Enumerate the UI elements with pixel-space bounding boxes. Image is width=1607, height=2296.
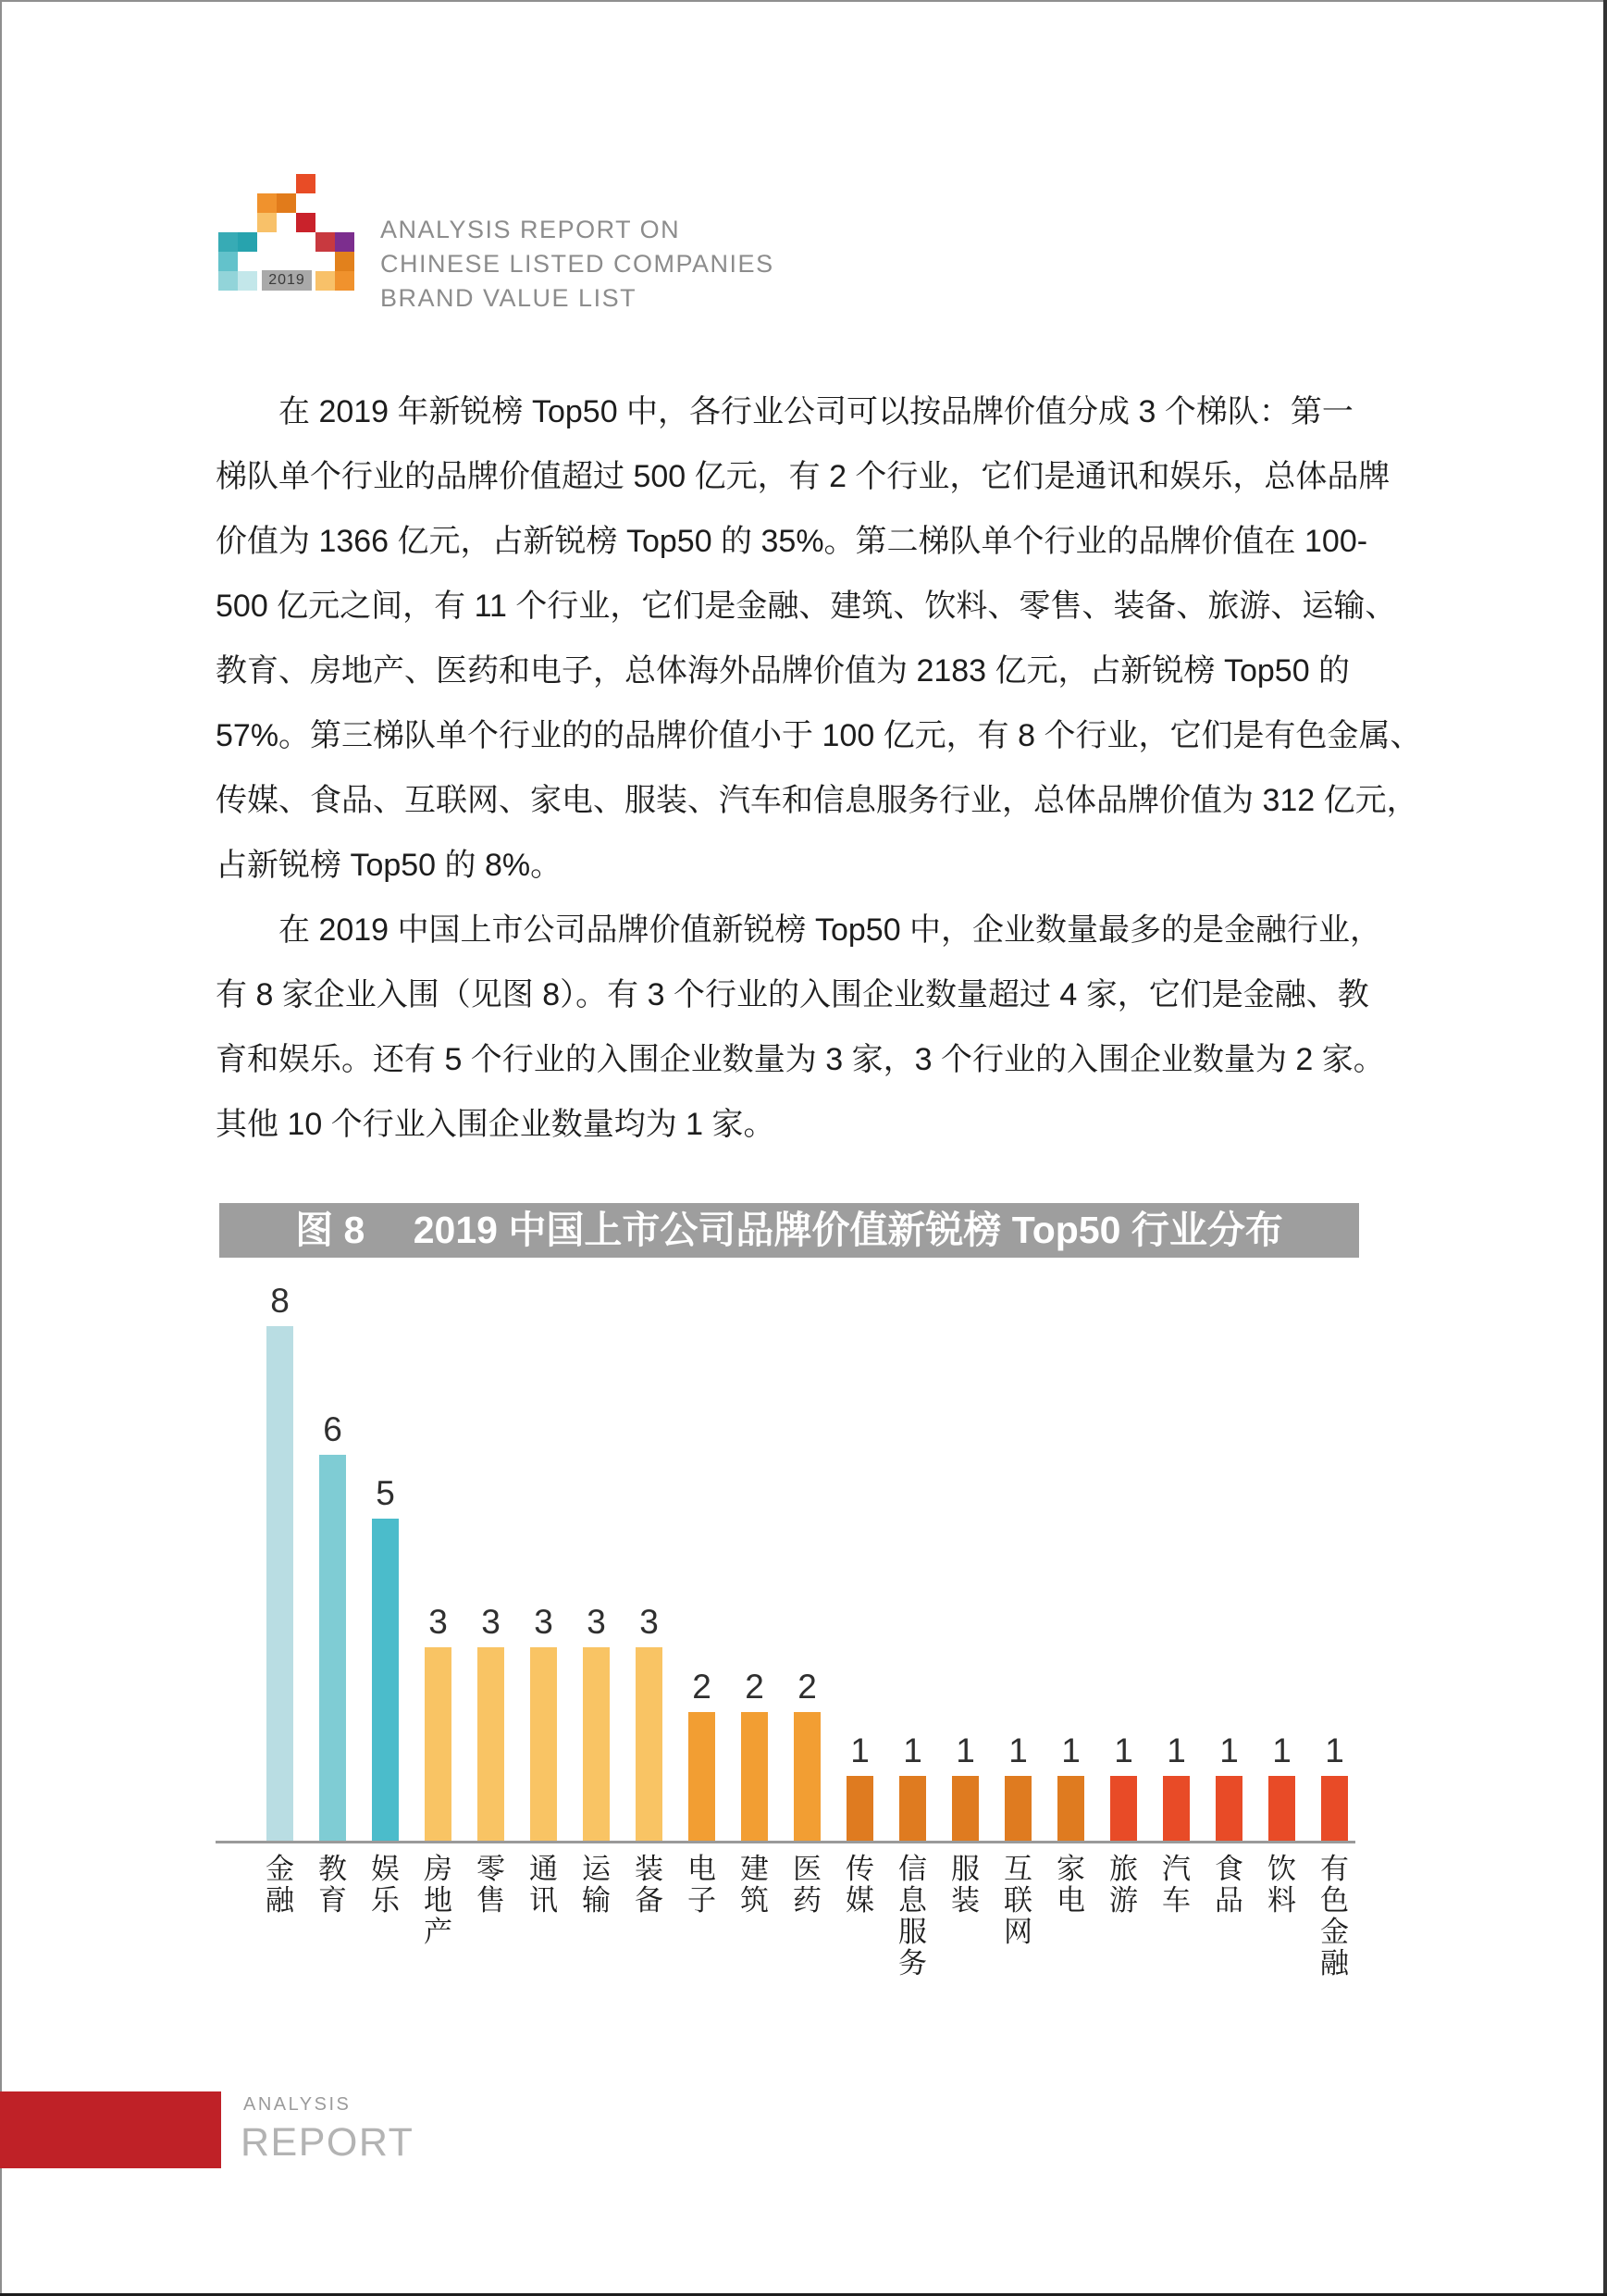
body-text	[216, 379, 1422, 1157]
chart-bar	[636, 1647, 662, 1841]
bar-value-label: 3	[481, 1603, 501, 1641]
logo-mosaic-cell	[218, 232, 238, 252]
bar-value-label: 1	[903, 1731, 922, 1769]
body-text-line: 传媒、食品、互联网、家电、服装、汽车和信息服务行业，总体品牌价值为 312 亿元，	[216, 783, 1418, 818]
footer-analysis-label: ANALYSIS	[243, 2094, 352, 2115]
logo-mosaic-cell	[257, 213, 277, 232]
chart-bar	[1057, 1776, 1084, 1841]
bar-category-label: 传 媒	[846, 1853, 874, 1917]
report-header-title-line: CHINESE LISTED COMPANIES	[380, 250, 774, 278]
chart-bar	[1321, 1776, 1348, 1841]
bar-value-label: 3	[587, 1603, 606, 1641]
chart-bar	[952, 1776, 979, 1841]
logo-mosaic-cell	[335, 252, 354, 271]
bar-value-label: 1	[956, 1731, 975, 1769]
bar-value-label: 3	[534, 1603, 553, 1641]
bar-value-label: 6	[323, 1410, 342, 1448]
bar-category-label: 装 备	[635, 1853, 663, 1917]
logo-mosaic-cell	[257, 193, 277, 213]
page-border-right	[1603, 0, 1607, 2296]
chart-bar	[1268, 1776, 1295, 1841]
bar-value-label: 2	[745, 1668, 764, 1706]
logo-mosaic-cell	[238, 232, 257, 252]
bar-category-label: 零 售	[476, 1853, 505, 1917]
figure-title-bar	[219, 1203, 1359, 1258]
logo-mosaic-cell	[277, 193, 296, 213]
brand-logo	[218, 174, 354, 291]
logo-mosaic-cell	[335, 271, 354, 291]
bar-category-label: 旅 游	[1109, 1853, 1138, 1917]
chart-bar	[319, 1455, 346, 1841]
x-axis-line	[216, 1841, 1355, 1843]
bar-category-label: 建 筑	[740, 1853, 769, 1917]
body-text-line: 500 亿元之间，有 11 个行业，它们是金融、建筑、饮料、零售、装备、旅游、运输、	[216, 589, 1397, 624]
bar-value-label: 3	[639, 1603, 659, 1641]
bar-value-label: 5	[376, 1474, 395, 1512]
report-header-title	[380, 213, 774, 316]
body-text-line: 育和娱乐。还有 5 个行业的入围企业数量为 3 家，3 个行业的入围企业数量为 2 家。	[216, 1042, 1385, 1077]
bar-value-label: 1	[1219, 1731, 1239, 1769]
bar-value-label: 1	[1167, 1731, 1186, 1769]
bar-category-label: 服 装	[951, 1853, 980, 1917]
bar-category-label: 金 融	[266, 1853, 294, 1917]
chart-bar	[425, 1647, 451, 1841]
chart-bar	[794, 1712, 821, 1841]
page-border-left	[0, 0, 2, 2296]
footer-report-label: REPORT	[241, 2120, 414, 2165]
bar-category-label: 运 输	[582, 1853, 611, 1917]
body-text-line: 57%。第三梯队单个行业的的品牌价值小于 100 亿元，有 8 个行业，它们是有色金属、	[216, 718, 1422, 753]
bar-value-label: 2	[692, 1668, 711, 1706]
bar-category-label: 汽 车	[1162, 1853, 1191, 1917]
bar-value-label: 1	[1114, 1731, 1133, 1769]
bar-category-label: 食 品	[1215, 1853, 1243, 1917]
body-text-line: 有 8 家企业入围（见图 8）。有 3 个行业的入围企业数量超过 4 家，它们是金融、教	[216, 977, 1369, 1012]
chart-bar	[1163, 1776, 1190, 1841]
bar-value-label: 1	[1272, 1731, 1292, 1769]
logo-mosaic-cell	[296, 213, 315, 232]
body-text-line: 占新锐榜 Top50 的 8%。	[216, 848, 562, 883]
bar-value-label: 8	[270, 1282, 290, 1320]
bar-value-label: 3	[428, 1603, 448, 1641]
body-text-line: 教育、房地产、医药和电子，总体海外品牌价值为 2183 亿元，占新锐榜 Top50 的	[216, 653, 1351, 689]
body-text-line: 在 2019 年新锐榜 Top50 中，各行业公司可以按品牌价值分成 3 个梯队：第一	[216, 394, 1354, 429]
bar-category-label: 互 联 网	[1004, 1853, 1032, 1948]
bar-category-label: 房 地 产	[424, 1853, 452, 1948]
body-text-line: 价值为 1366 亿元，占新锐榜 Top50 的 35%。第二梯队单个行业的品牌价值在 100-	[216, 524, 1368, 559]
report-header-title-line: ANALYSIS REPORT ON	[380, 216, 681, 243]
bar-value-label: 1	[1061, 1731, 1081, 1769]
chart-bar	[741, 1712, 768, 1841]
figure-title-text: 图 8 2019 中国上市公司品牌价值新锐榜 Top50 行业分布	[295, 1209, 1283, 1251]
logo-mosaic-cell	[218, 252, 238, 271]
bar-value-label: 1	[850, 1731, 870, 1769]
bar-value-label: 1	[1008, 1731, 1028, 1769]
page-border-top	[0, 0, 1607, 2]
logo-mosaic-cell	[218, 271, 238, 291]
logo-mosaic-cell	[315, 232, 335, 252]
logo-mosaic-cell	[335, 232, 354, 252]
bar-category-label: 电 子	[687, 1853, 716, 1917]
bar-category-label: 家 电	[1057, 1853, 1085, 1917]
chart-bar	[583, 1647, 610, 1841]
body-text-line: 梯队单个行业的品牌价值超过 500 亿元，有 2 个行业，它们是通讯和娱乐，总体品牌	[216, 459, 1391, 494]
bar-category-label: 饮 料	[1267, 1853, 1296, 1917]
logo-mosaic-cell	[296, 174, 315, 193]
bar-value-label: 1	[1325, 1731, 1344, 1769]
bar-category-label: 有 色 金 融	[1320, 1853, 1349, 1980]
chart-bar	[372, 1519, 399, 1841]
bar-value-label: 2	[797, 1668, 817, 1706]
bar-category-label: 医 药	[793, 1853, 822, 1917]
bar-category-label: 信 息 服 务	[898, 1853, 927, 1980]
body-text-line: 在 2019 中国上市公司品牌价值新锐榜 Top50 中，企业数量最多的是金融行业，	[216, 912, 1382, 948]
bar-category-label: 娱 乐	[371, 1853, 400, 1917]
body-text-line: 其他 10 个行业入围企业数量均为 1 家。	[216, 1107, 775, 1142]
logo-mosaic-cell	[238, 271, 257, 291]
chart-bar	[688, 1712, 715, 1841]
chart-bar	[530, 1647, 557, 1841]
bar-category-label: 通 讯	[529, 1853, 558, 1917]
footer-accent-block	[0, 2091, 221, 2168]
chart-bar	[899, 1776, 926, 1841]
chart-bar	[1005, 1776, 1032, 1841]
chart-bar	[1216, 1776, 1242, 1841]
report-header-title-line: BRAND VALUE LIST	[380, 284, 637, 312]
logo-year-badge: 2019	[262, 270, 312, 291]
bar-category-label: 教 育	[318, 1853, 347, 1917]
chart-bar	[477, 1647, 504, 1841]
chart-bar	[1110, 1776, 1137, 1841]
chart-bar	[847, 1776, 873, 1841]
chart-bar	[266, 1326, 293, 1841]
logo-mosaic-cell	[315, 271, 335, 291]
